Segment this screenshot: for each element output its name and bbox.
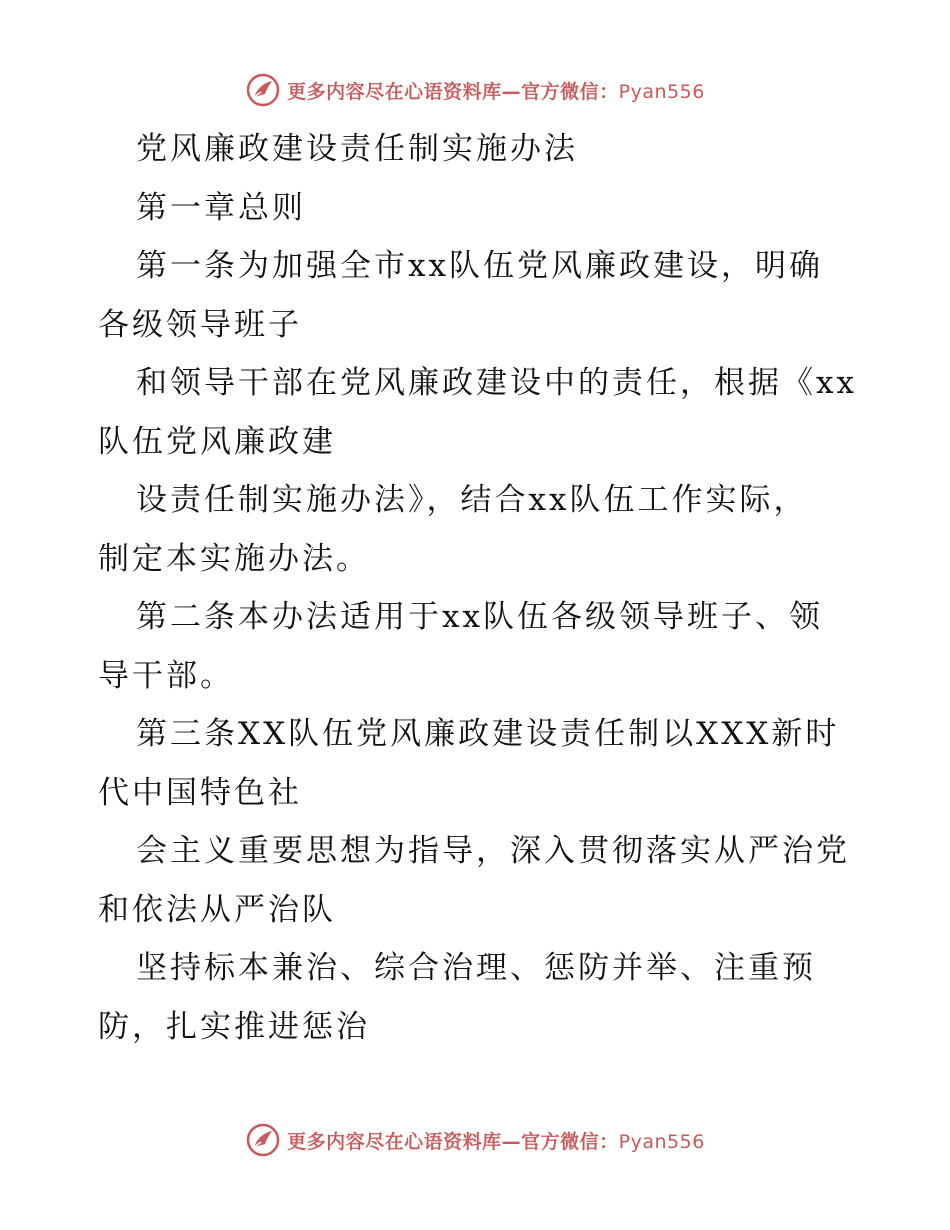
document-line: 导干部。 (98, 657, 234, 694)
pen-logo-icon (245, 72, 281, 108)
document-line: 队伍党风廉政建 (98, 423, 336, 460)
document-body (98, 120, 868, 1056)
watermark-text: 更多内容尽在心语资料库—官方微信：Pyan556 (287, 80, 705, 103)
watermark-handle: Pyan556 (618, 1130, 705, 1153)
document-line: 防，扎实推进惩治 (98, 1008, 370, 1045)
watermark-text: 更多内容尽在心语资料库—官方微信：Pyan556 (287, 1130, 705, 1153)
pen-logo-icon (245, 1122, 281, 1158)
watermark-banner-top (0, 70, 950, 110)
document-line: 第三条XX队伍党风廉政建设责任制以XXX新时 (136, 716, 840, 752)
watermark-handle: Pyan556 (618, 80, 705, 103)
document-line: 和领导干部在党风廉政建设中的责任，根据《xx (136, 365, 857, 401)
document-line: 制定本实施办法。 (98, 540, 370, 577)
document-line: 各级领导班子 (98, 306, 302, 343)
watermark-banner-bottom (0, 1120, 950, 1160)
document-line: 坚持标本兼治、综合治理、惩防并举、注重预 (136, 950, 816, 986)
document-line: 党风廉政建设责任制实施办法 (136, 131, 578, 167)
document-line: 第二条本办法适用于xx队伍各级领导班子、领 (136, 599, 823, 635)
document-line: 代中国特色社 (98, 774, 302, 811)
document-line: 和依法从严治队 (98, 891, 336, 928)
document-line: 第一章总则 (136, 189, 306, 226)
document-line: 会主义重要思想为指导，深入贯彻落实从严治党 (136, 833, 850, 869)
document-line: 设责任制实施办法》，结合xx队伍工作实际， (136, 482, 808, 518)
document-line: 第一条为加强全市xx队伍党风廉政建设，明确 (136, 248, 823, 284)
